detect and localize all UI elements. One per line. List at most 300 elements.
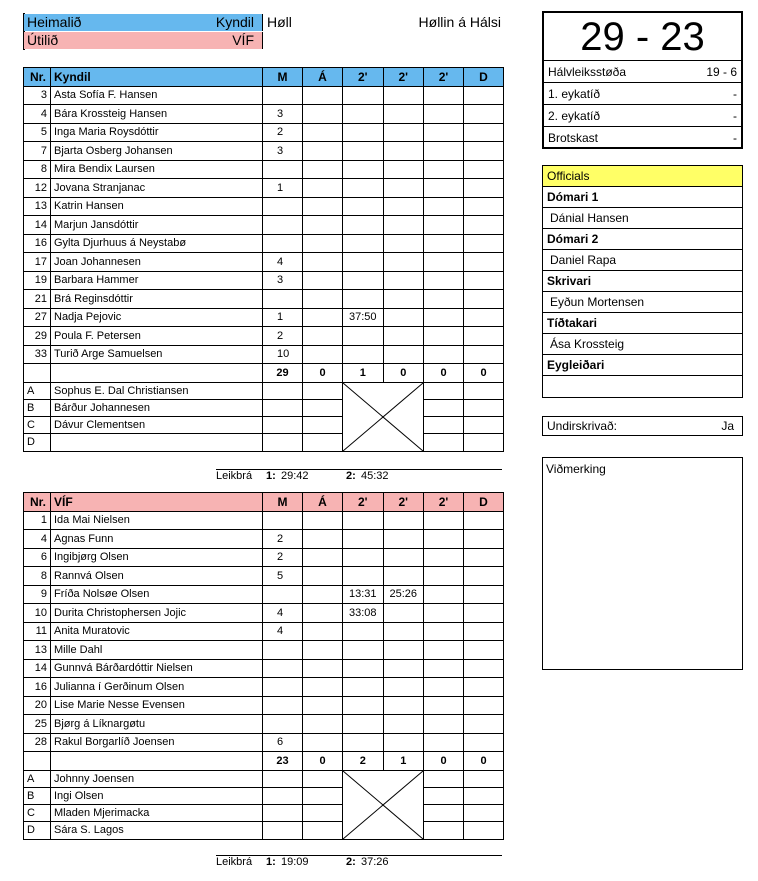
player-name: Rannvá Olsen: [51, 567, 263, 586]
player-a: [303, 179, 343, 198]
player-name: Marjun Jansdóttir: [51, 216, 263, 235]
player-s2: [383, 160, 424, 179]
total-s1: 1: [343, 364, 384, 383]
official-blank: [303, 822, 343, 839]
player-row: [24, 179, 504, 198]
team-official-code: B: [24, 399, 51, 416]
player-d: [464, 530, 504, 549]
player-a: [303, 548, 343, 567]
player-name: Bára Krossteig Hansen: [51, 105, 263, 124]
player-s3: [424, 216, 464, 235]
official-name: Ása Krossteig: [543, 334, 742, 355]
player-s1: 13:31: [343, 585, 384, 604]
official-blank: [303, 417, 343, 434]
player-name: Brá Reginsdóttir: [51, 290, 263, 309]
player-m: 4: [263, 253, 303, 272]
away-col-nr: Nr.: [24, 493, 51, 512]
player-s1: [343, 696, 384, 715]
player-row: [24, 511, 504, 530]
official-blank: [424, 805, 464, 822]
player-name: Nadja Pejovic: [51, 308, 263, 327]
player-s1: [343, 622, 384, 641]
player-s2: [383, 733, 424, 752]
player-m: [263, 585, 303, 604]
player-d: [464, 271, 504, 290]
team-official-row: [24, 805, 504, 822]
score-row-value: -: [733, 87, 737, 101]
player-row: [24, 585, 504, 604]
player-m: 3: [263, 105, 303, 124]
player-s3: [424, 86, 464, 105]
total-a: 0: [303, 364, 343, 383]
away-col-team-name: VÍF: [51, 493, 263, 512]
player-nr: 1: [24, 511, 51, 530]
official-blank: [263, 787, 303, 804]
player-name: Asta Sofía F. Hansen: [51, 86, 263, 105]
away-col-d: D: [464, 493, 504, 512]
player-a: [303, 511, 343, 530]
team-official-code: C: [24, 417, 51, 434]
player-s1: [343, 142, 384, 161]
player-s3: [424, 511, 464, 530]
player-m: [263, 678, 303, 697]
player-a: [303, 585, 343, 604]
official-blank: [464, 399, 504, 416]
player-s3: [424, 641, 464, 660]
player-d: [464, 715, 504, 734]
player-s1: [343, 105, 384, 124]
player-name: Lise Marie Nesse Evensen: [51, 696, 263, 715]
player-nr: 21: [24, 290, 51, 309]
team-official-code: A: [24, 382, 51, 399]
total-d: 0: [464, 364, 504, 383]
away-col-a: Á: [303, 493, 343, 512]
player-s3: [424, 678, 464, 697]
official-blank: [303, 399, 343, 416]
player-m: [263, 715, 303, 734]
team-official-name: Ingi Olsen: [51, 787, 263, 804]
player-d: [464, 308, 504, 327]
official-blank: [464, 805, 504, 822]
official-blank: [424, 822, 464, 839]
player-a: [303, 327, 343, 346]
official-blank: [303, 382, 343, 399]
player-nr: 5: [24, 123, 51, 142]
player-a: [303, 105, 343, 124]
venue-cell: [264, 14, 504, 31]
player-s2: [383, 271, 424, 290]
player-a: [303, 86, 343, 105]
player-s2: [383, 234, 424, 253]
totals-empty: [51, 752, 263, 771]
player-a: [303, 123, 343, 142]
player-a: [303, 641, 343, 660]
player-s2: [383, 567, 424, 586]
official-blank: [303, 770, 343, 787]
player-name: Agnas Funn: [51, 530, 263, 549]
player-m: [263, 197, 303, 216]
player-nr: 16: [24, 234, 51, 253]
totals-empty: [24, 364, 51, 383]
player-s3: [424, 622, 464, 641]
player-s3: [424, 567, 464, 586]
player-row: [24, 345, 504, 364]
official-blank: [263, 434, 303, 451]
player-row: [24, 105, 504, 124]
player-d: [464, 142, 504, 161]
total-s2: 0: [383, 364, 424, 383]
officials-title: Officials: [543, 166, 742, 187]
player-s1: [343, 327, 384, 346]
player-s1: [343, 123, 384, 142]
player-nr: 14: [24, 659, 51, 678]
away-timeout2-label: 2:: [346, 856, 356, 868]
player-s3: [424, 733, 464, 752]
player-nr: 8: [24, 567, 51, 586]
player-m: 10: [263, 345, 303, 364]
official-blank: [464, 822, 504, 839]
player-s1: [343, 253, 384, 272]
player-s1: [343, 197, 384, 216]
player-s2: [383, 179, 424, 198]
player-s1: [343, 530, 384, 549]
player-d: [464, 327, 504, 346]
team-official-name: Bárður Johannesen: [51, 399, 263, 416]
player-s3: [424, 234, 464, 253]
official-role: Tíðtakari: [543, 313, 742, 334]
signed-box: [542, 416, 743, 436]
player-row: [24, 290, 504, 309]
player-s1: [343, 179, 384, 198]
score-row: [544, 60, 741, 82]
player-d: [464, 641, 504, 660]
player-d: [464, 86, 504, 105]
player-a: [303, 733, 343, 752]
player-nr: 19: [24, 271, 51, 290]
player-s2: [383, 197, 424, 216]
remarks-box: [542, 457, 743, 670]
player-s2: [383, 659, 424, 678]
score-row-value: 19 - 6: [706, 65, 737, 79]
player-nr: 33: [24, 345, 51, 364]
away-team-row: [23, 31, 254, 50]
player-d: [464, 511, 504, 530]
cross-icon: [343, 383, 423, 451]
official-blank: [263, 770, 303, 787]
team-official-row: [24, 382, 504, 399]
player-nr: 16: [24, 678, 51, 697]
player-d: [464, 696, 504, 715]
official-role: Dómari 2: [543, 229, 742, 250]
player-s1: [343, 234, 384, 253]
player-m: 4: [263, 622, 303, 641]
player-row: [24, 678, 504, 697]
player-name: Turið Arge Samuelsen: [51, 345, 263, 364]
player-name: Bjørg á Líknargøtu: [51, 715, 263, 734]
home-col-s3: 2': [424, 68, 464, 87]
player-row: [24, 253, 504, 272]
player-name: Rakul Borgarlíð Joensen: [51, 733, 263, 752]
player-m: 6: [263, 733, 303, 752]
player-a: [303, 234, 343, 253]
player-row: [24, 197, 504, 216]
score-row-label: 1. eykatíð: [548, 87, 601, 101]
player-row: [24, 308, 504, 327]
player-s2: [383, 530, 424, 549]
player-s1: [343, 641, 384, 660]
home-team-name: Kyndil: [215, 14, 254, 30]
player-s1: [343, 290, 384, 309]
crossed-box: [343, 770, 424, 839]
player-name: Anita Muratovic: [51, 622, 263, 641]
official-name: Eyðun Mortensen: [543, 292, 742, 313]
player-d: [464, 216, 504, 235]
player-m: 5: [263, 567, 303, 586]
player-a: [303, 567, 343, 586]
player-row: [24, 733, 504, 752]
player-s3: [424, 585, 464, 604]
team-official-name: Dávur Clementsen: [51, 417, 263, 434]
player-s1: [343, 659, 384, 678]
home-team-table: [23, 67, 504, 452]
official-name: Dánial Hansen: [543, 208, 742, 229]
player-s1: [343, 216, 384, 235]
official-blank: [424, 417, 464, 434]
player-s2: [383, 86, 424, 105]
player-m: 1: [263, 179, 303, 198]
player-m: [263, 160, 303, 179]
player-s1: [343, 86, 384, 105]
player-s3: [424, 197, 464, 216]
away-header-row: [24, 493, 504, 512]
official-blank: [464, 770, 504, 787]
player-nr: 6: [24, 548, 51, 567]
player-name: Ingibjørg Olsen: [51, 548, 263, 567]
home-col-d: D: [464, 68, 504, 87]
signed-label: Undirskrivað:: [547, 419, 618, 433]
official-blank: [303, 434, 343, 451]
player-s3: [424, 105, 464, 124]
away-label-cell: [24, 32, 263, 49]
official-blank: [263, 805, 303, 822]
player-row: [24, 548, 504, 567]
home-col-m: M: [263, 68, 303, 87]
player-nr: 14: [24, 216, 51, 235]
team-official-row: [24, 822, 504, 839]
player-s3: [424, 179, 464, 198]
player-s3: [424, 290, 464, 309]
player-row: [24, 622, 504, 641]
player-name: Fríða Nolsøe Olsen: [51, 585, 263, 604]
player-s2: [383, 548, 424, 567]
home-col-nr: Nr.: [24, 68, 51, 87]
player-a: [303, 197, 343, 216]
official-blank: [263, 382, 303, 399]
home-timeout1: 29:42: [281, 470, 309, 482]
player-s1: [343, 271, 384, 290]
player-d: [464, 160, 504, 179]
player-d: [464, 197, 504, 216]
crossed-box: [343, 382, 424, 451]
player-row: [24, 696, 504, 715]
official-role: Eygleiðari: [543, 355, 742, 376]
player-s1: [343, 733, 384, 752]
score-row: [544, 104, 741, 126]
player-s2: [383, 308, 424, 327]
player-name: Inga Maria Roysdóttir: [51, 123, 263, 142]
player-nr: 13: [24, 641, 51, 660]
home-col-s1: 2': [343, 68, 384, 87]
home-timeout2-label: 2:: [346, 470, 356, 482]
official-blank: [464, 382, 504, 399]
team-official-code: C: [24, 805, 51, 822]
total-s3: 0: [424, 364, 464, 383]
totals-empty: [24, 752, 51, 771]
score-row-label: 2. eykatíð: [548, 109, 601, 123]
player-m: [263, 216, 303, 235]
player-a: [303, 308, 343, 327]
player-s3: [424, 696, 464, 715]
player-d: [464, 290, 504, 309]
player-m: 4: [263, 604, 303, 623]
player-s3: [424, 160, 464, 179]
team-official-name: Sophus E. Dal Christiansen: [51, 382, 263, 399]
player-nr: 12: [24, 179, 51, 198]
player-s2: [383, 345, 424, 364]
score-row-label: Brotskast: [548, 131, 599, 145]
player-s3: [424, 308, 464, 327]
player-s2: [383, 641, 424, 660]
total-s2: 1: [383, 752, 424, 771]
player-s1: 37:50: [343, 308, 384, 327]
player-name: Ida Mai Nielsen: [51, 511, 263, 530]
official-blank: [303, 805, 343, 822]
player-row: [24, 160, 504, 179]
home-timeouts: [216, 469, 502, 484]
officials-panel: [542, 165, 743, 398]
signed-value: Ja: [721, 419, 734, 433]
official-blank: [464, 787, 504, 804]
home-team-row: [23, 13, 501, 32]
player-s2: [383, 715, 424, 734]
player-s3: [424, 327, 464, 346]
player-d: [464, 678, 504, 697]
player-s3: [424, 271, 464, 290]
player-name: Barbara Hammer: [51, 271, 263, 290]
player-row: [24, 234, 504, 253]
player-nr: 8: [24, 160, 51, 179]
player-m: [263, 290, 303, 309]
player-s3: [424, 345, 464, 364]
total-m: 29: [263, 364, 303, 383]
player-s2: 25:26: [383, 585, 424, 604]
away-totals-row: [24, 752, 504, 771]
player-s1: [343, 511, 384, 530]
player-s2: [383, 253, 424, 272]
player-row: [24, 567, 504, 586]
score-row-label: Hálvleiksstøða: [548, 65, 627, 79]
team-official-code: B: [24, 787, 51, 804]
total-m: 23: [263, 752, 303, 771]
player-a: [303, 604, 343, 623]
player-a: [303, 659, 343, 678]
player-name: Mira Bendix Laursen: [51, 160, 263, 179]
player-d: [464, 345, 504, 364]
player-d: [464, 548, 504, 567]
official-role: Dómari 1: [543, 187, 742, 208]
player-name: Joan Johannesen: [51, 253, 263, 272]
home-col-team-name: Kyndil: [51, 68, 263, 87]
player-d: [464, 234, 504, 253]
team-official-row: [24, 399, 504, 416]
player-d: [464, 253, 504, 272]
official-blank: [263, 399, 303, 416]
official-blank: [464, 434, 504, 451]
away-label: Útilið: [27, 32, 59, 48]
player-s2: [383, 290, 424, 309]
player-s2: [383, 696, 424, 715]
home-col-a: Á: [303, 68, 343, 87]
player-s3: [424, 548, 464, 567]
player-nr: 4: [24, 530, 51, 549]
home-col-s2: 2': [383, 68, 424, 87]
away-empty-cell: [264, 32, 504, 49]
official-name: [543, 376, 742, 397]
away-col-s3: 2': [424, 493, 464, 512]
home-totals-row: [24, 364, 504, 383]
score-box: [542, 11, 743, 149]
player-nr: 10: [24, 604, 51, 623]
player-s1: [343, 567, 384, 586]
player-m: [263, 696, 303, 715]
player-m: 1: [263, 308, 303, 327]
player-name: Gylta Djurhuus á Neystabø: [51, 234, 263, 253]
player-nr: 29: [24, 327, 51, 346]
home-header-row: [24, 68, 504, 87]
home-label: Heimalið: [27, 14, 82, 30]
player-s3: [424, 142, 464, 161]
score-row-value: -: [733, 109, 737, 123]
official-blank: [424, 434, 464, 451]
team-official-row: [24, 434, 504, 451]
player-s1: [343, 160, 384, 179]
player-nr: 4: [24, 105, 51, 124]
player-row: [24, 327, 504, 346]
player-name: Julianna í Gerðinum Olsen: [51, 678, 263, 697]
score-row-value: -: [733, 131, 737, 145]
home-timeout-label: Leikbrá: [216, 470, 253, 482]
team-official-name: [51, 434, 263, 451]
player-nr: 17: [24, 253, 51, 272]
official-blank: [424, 787, 464, 804]
player-row: [24, 641, 504, 660]
away-team-table: [23, 492, 504, 840]
away-timeout-label: Leikbrá: [216, 856, 253, 868]
player-nr: 28: [24, 733, 51, 752]
player-m: [263, 511, 303, 530]
player-d: [464, 105, 504, 124]
player-s1: [343, 548, 384, 567]
player-s3: [424, 253, 464, 272]
team-official-row: [24, 770, 504, 787]
official-blank: [263, 417, 303, 434]
team-official-code: D: [24, 434, 51, 451]
team-official-name: Johnny Joensen: [51, 770, 263, 787]
player-row: [24, 604, 504, 623]
team-official-row: [24, 417, 504, 434]
player-row: [24, 86, 504, 105]
player-a: [303, 530, 343, 549]
